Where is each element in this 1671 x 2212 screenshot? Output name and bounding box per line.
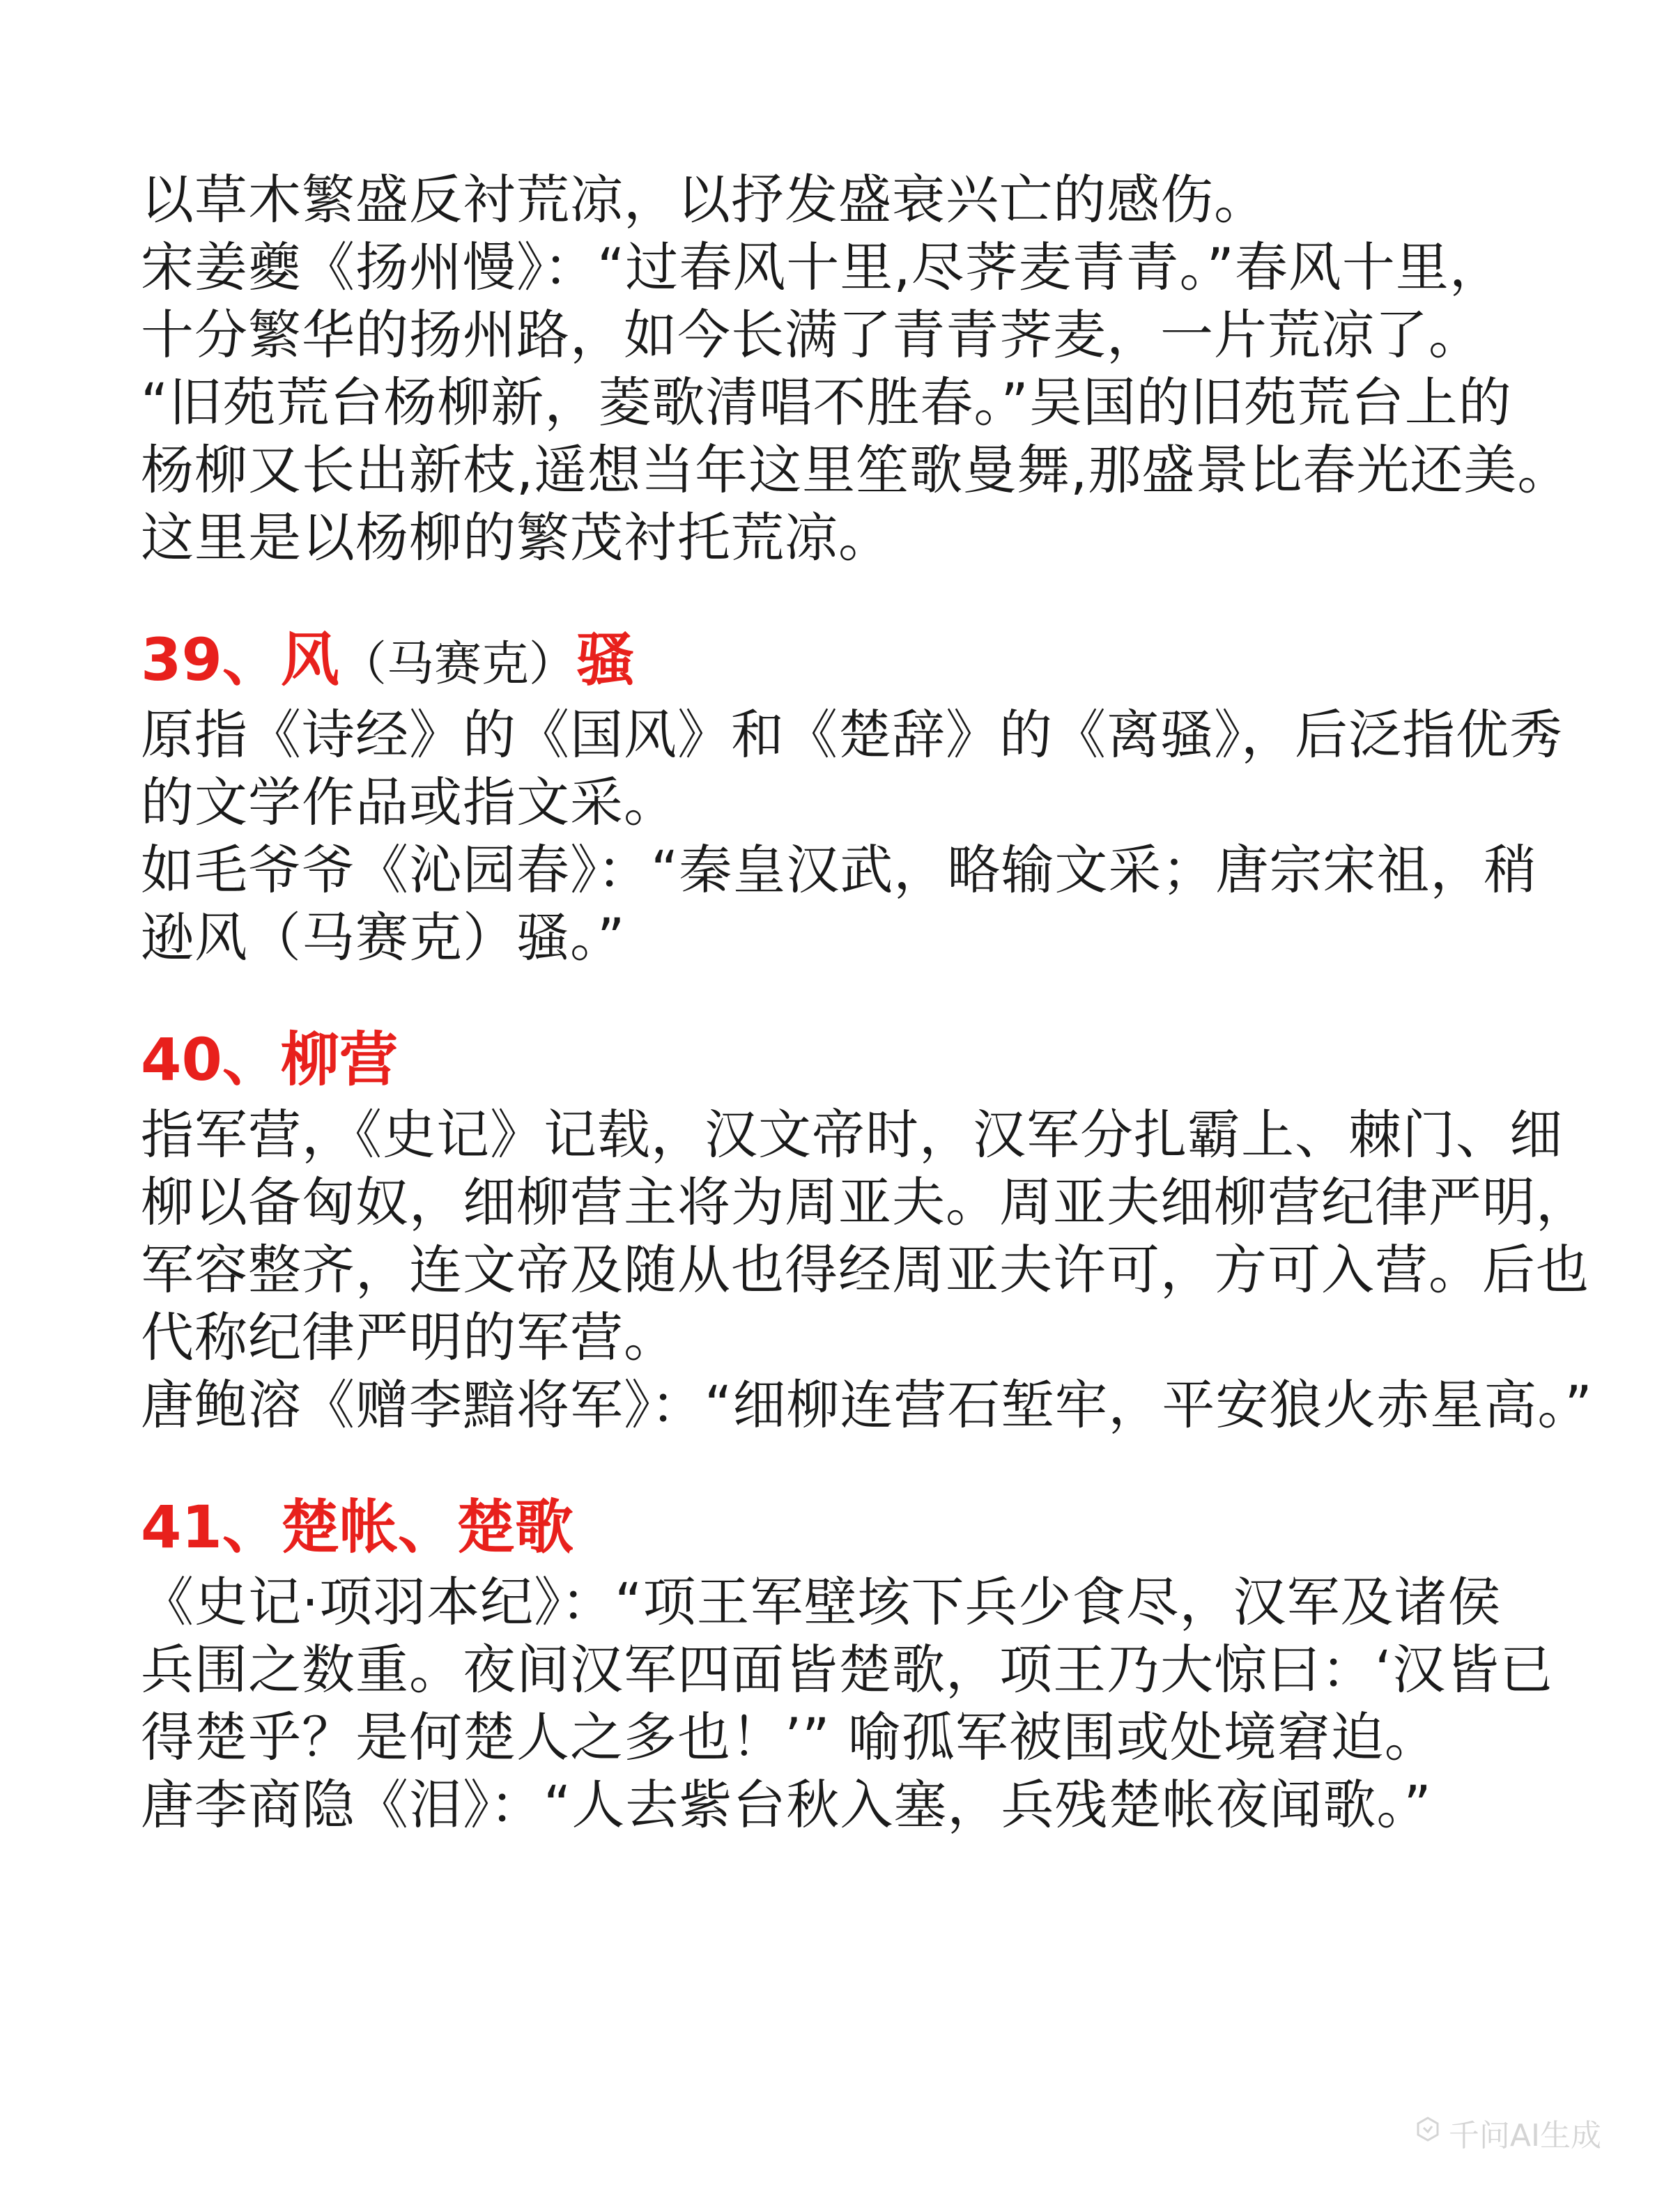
- section-39: [141, 621, 1563, 971]
- heading-prefix: 39、风: [141, 626, 339, 694]
- text-line: “旧苑荒台杨柳新，菱歌清唱不胜春。”吴国的旧苑荒台上的: [141, 371, 1512, 433]
- text-line: 《史记·项羽本纪》：“项王军壁垓下兵少食尽，汉军及诸侯: [141, 1571, 1502, 1633]
- section-41: [141, 1489, 1554, 1839]
- text-line: 宋姜夔《扬州慢》：“过春风十里,尽荠麦青青。”春风十里，: [141, 236, 1503, 298]
- ai-watermark: [1414, 2110, 1601, 2155]
- document-body: [141, 166, 1593, 1839]
- text-line: 唐鲍溶《赠李黯将军》：“细柳连营石堑牢，平安狼火赤星高。”: [141, 1374, 1593, 1436]
- qianwen-logo-icon: [1414, 2115, 1442, 2151]
- text-line: 以草木繁盛反衬荒凉，以抒发盛衰兴亡的感伤。: [141, 169, 1268, 231]
- text-line: 十分繁华的扬州路，如今长满了青青荠麦，一片荒凉了。: [141, 304, 1482, 366]
- section-heading: [141, 1489, 1534, 1565]
- intro-paragraph: [141, 166, 1571, 571]
- text-line: 柳以备匈奴，细柳营主将为周亚夫。周亚夫细柳营纪律严明，: [141, 1171, 1589, 1233]
- text-line: 杨柳又长出新枝,遥想当年这里笙歌曼舞,那盛景比春光还美。: [141, 439, 1571, 501]
- text-line: 这里是以杨柳的繁茂衬托荒凉。: [141, 506, 892, 569]
- heading-prefix: 40、柳营: [141, 1026, 398, 1094]
- text-line: 指军营，《史记》记载，汉文帝时，汉军分扎霸上、棘门、细: [141, 1104, 1563, 1166]
- text-line: 如毛爷爷《沁园春》：“秦皇汉武，略输文采；唐宗宋祖，稍: [141, 839, 1538, 901]
- text-line: 唐李商隐《泪》：“人去紫台秋入塞，兵残楚帐夜闻歌。”: [141, 1774, 1432, 1836]
- text-line: 军容整齐，连文帝及随从也得经周亚夫许可，方可入营。后也: [141, 1239, 1589, 1301]
- watermark-text: 千问AI生成: [1448, 2118, 1601, 2153]
- heading-censored-note: （马赛克）: [339, 637, 576, 692]
- section-40: [141, 1021, 1593, 1439]
- heading-suffix: 骚: [576, 626, 635, 694]
- text-line: 兵围之数重。夜间汉军四面皆楚歌，项王乃大惊曰：‘汉皆已: [141, 1639, 1554, 1701]
- text-line: 原指《诗经》的《国风》和《楚辞》的《离骚》，后泛指优秀: [141, 704, 1563, 766]
- section-heading: [141, 1021, 1534, 1098]
- section-heading: [141, 621, 1534, 698]
- text-line: 的文学作品或指文采。: [141, 771, 677, 833]
- text-line: 逊风（马赛克）骚。”: [141, 906, 626, 968]
- text-line: 得楚乎？是何楚人之多也！’” 喻孤军被围或处境窘迫。: [141, 1706, 1438, 1768]
- text-line: 代称纪律严明的军营。: [141, 1306, 677, 1368]
- heading-prefix: 41、楚帐、楚歌: [141, 1493, 573, 1561]
